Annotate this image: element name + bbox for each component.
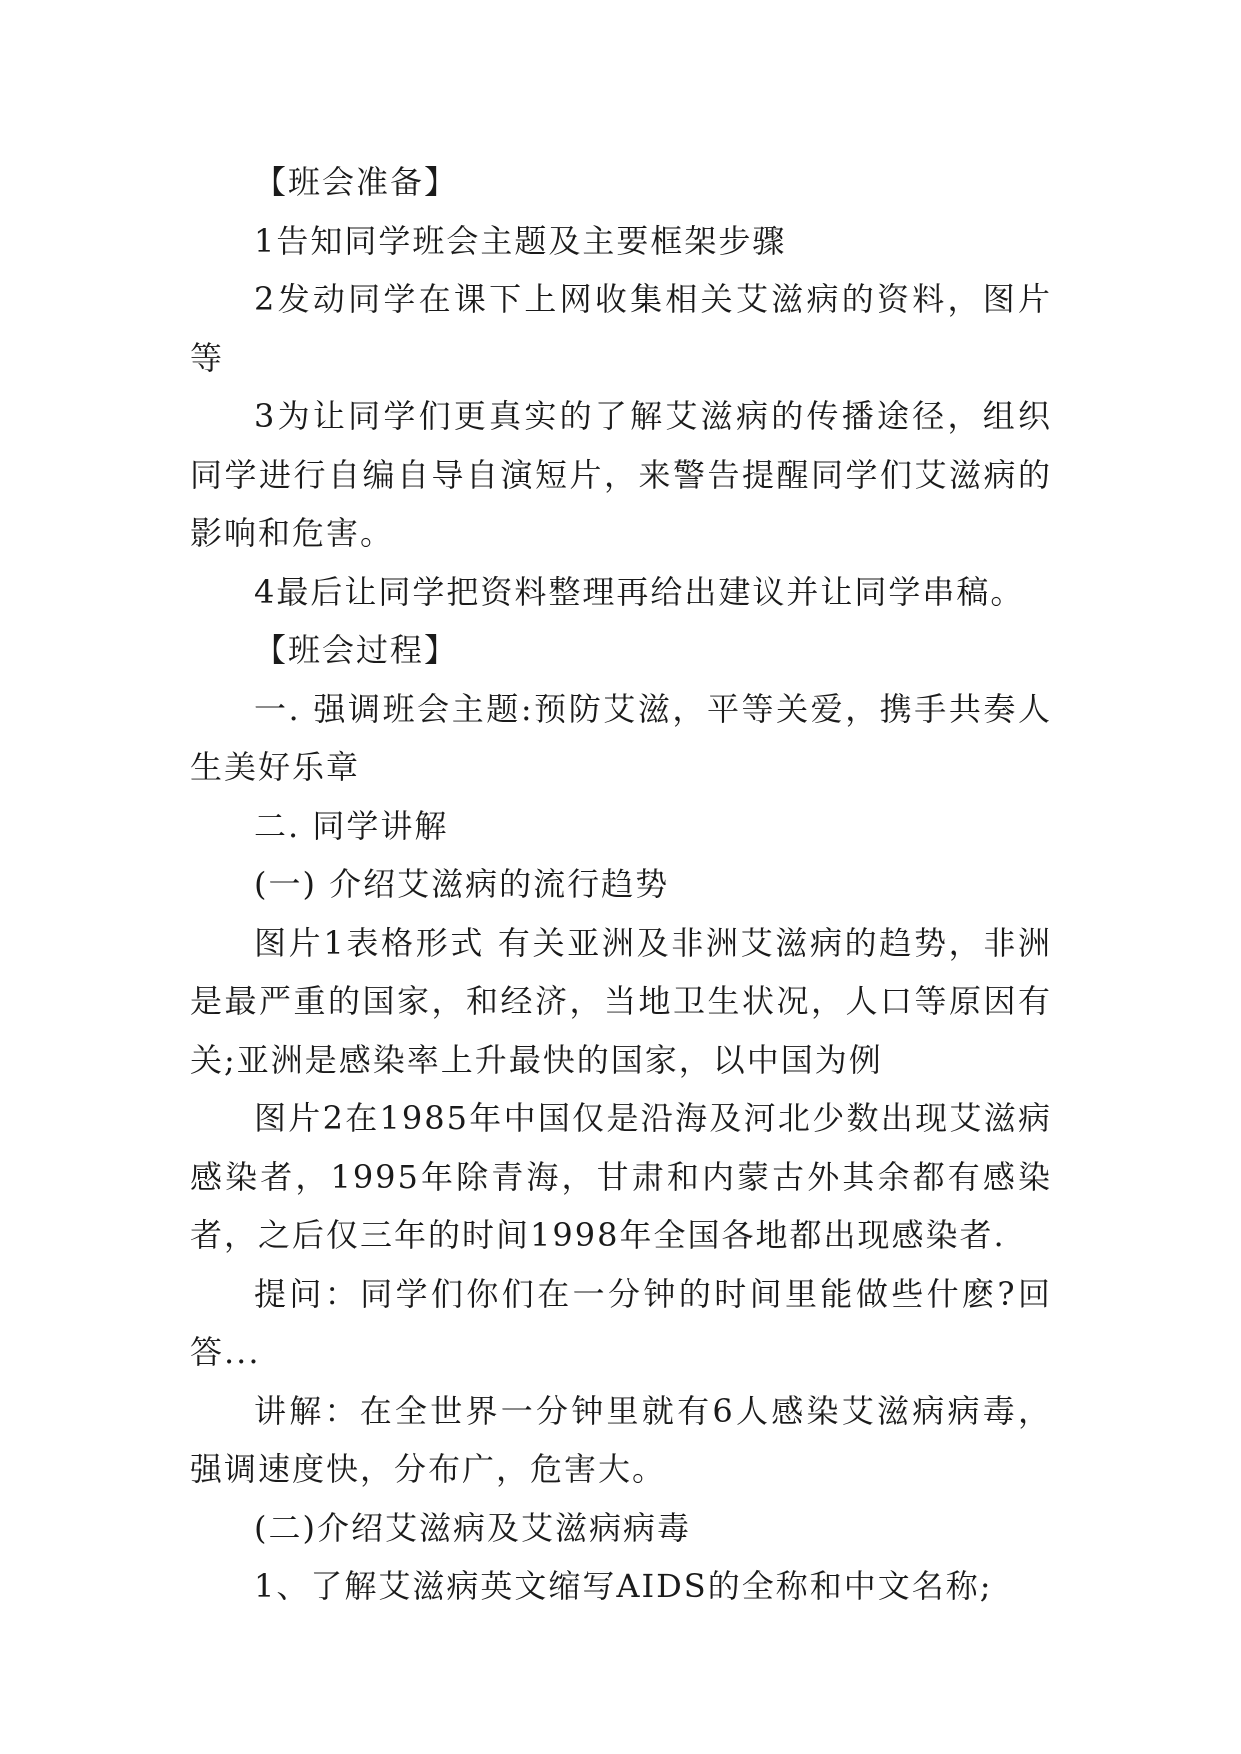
paragraph-step-2: 2发动同学在课下上网收集相关艾滋病的资料，图片等 [190,280,1052,377]
section-heading-process: 【班会过程】 [254,631,459,669]
paragraph-picture-2: 图片2在1985年中国仅是沿海及河北少数出现艾滋病感染者，1995年除青海，甘肃和内蒙古外其余都有感染者，之后仅三年的时间1998年全国各地都出现感染者. [190,1099,1052,1254]
subheading-aids-virus: (二)介绍艾滋病及艾滋病病毒 [254,1508,691,1547]
paragraph-picture-1: 图片1表格形式 有关亚洲及非洲艾滋病的趋势，非洲是最严重的国家，和经济，当地卫生状况，人口等原因有关;亚洲是感染率上升最快的国家，以中国为例 [190,923,1052,1079]
paragraph-question: 提问：同学们你们在一分钟的时间里能做些什麽?回答... [190,1274,1052,1371]
paragraph-step-3: 3为让同学们更真实的了解艾滋病的传播途径，组织同学进行自编自导自演短片，来警告提醒同学们艾滋病的影响和危害。 [190,397,1052,552]
paragraph-explanation: 讲解：在全世界一分钟里就有6人感染艾滋病病毒，强调速度快，分布广，危害大。 [190,1391,1052,1488]
document-body [190,153,1052,1616]
section-heading-preparation: 【班会准备】 [254,163,459,201]
paragraph-aids-abbreviation: 1、了解艾滋病英文缩写AIDS的全称和中文名称; [254,1567,993,1605]
paragraph-step-4: 4最后让同学把资料整理再给出建议并让同学串稿。 [254,572,1025,611]
paragraph-theme: 一. 强调班会主题:预防艾滋，平等关爱，携手共奏人生美好乐章 [190,689,1052,786]
paragraph-student-explanation: 二. 同学讲解 [254,806,449,845]
subheading-trend: (一) 介绍艾滋病的流行趋势 [254,865,670,903]
paragraph-step-1: 1告知同学班会主题及主要框架步骤 [254,221,787,260]
